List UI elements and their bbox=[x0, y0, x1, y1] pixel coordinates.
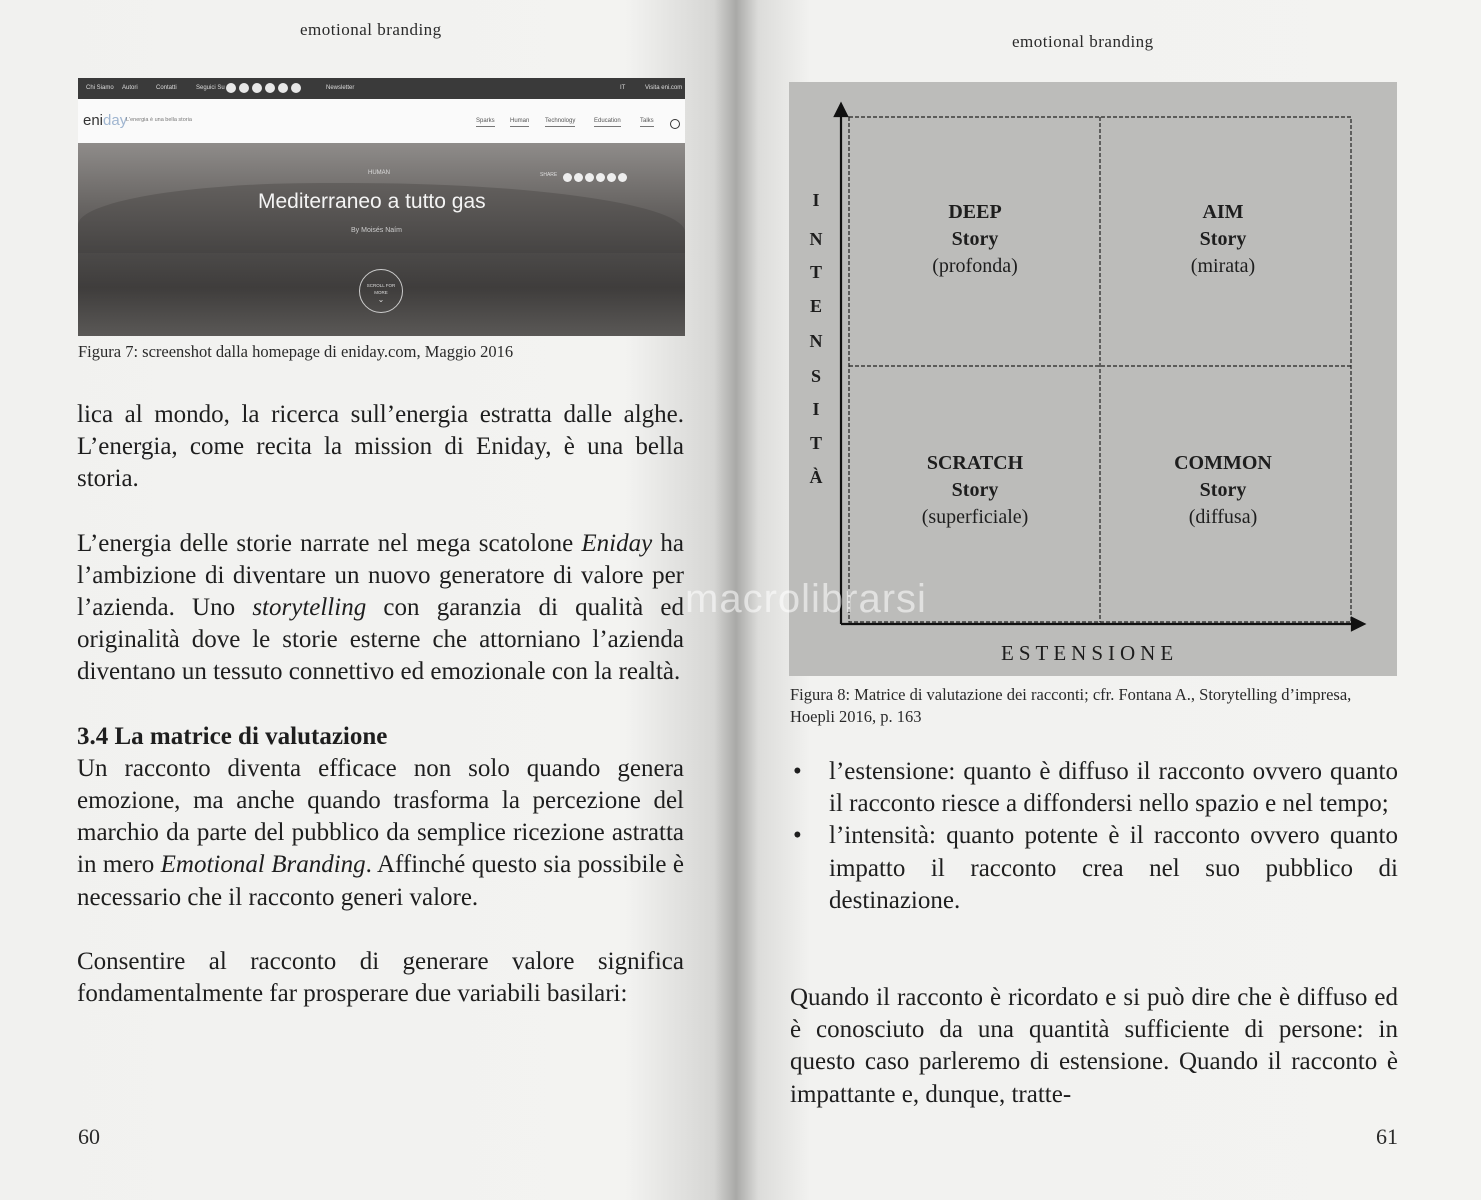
y-axis-letter: E bbox=[809, 296, 822, 316]
page-number-left: 60 bbox=[78, 1124, 100, 1149]
flickr-icon bbox=[278, 83, 288, 93]
quadrant-sub: Story bbox=[1199, 228, 1247, 250]
share-icon bbox=[607, 173, 616, 182]
quadrant-sub: Story bbox=[1199, 479, 1247, 501]
page-number-right: 61 bbox=[1376, 1124, 1398, 1149]
nav-link-talks: Talks bbox=[640, 118, 654, 127]
y-axis-letter: I bbox=[812, 399, 820, 419]
body-text-right bbox=[790, 982, 1398, 1111]
eniday-logo bbox=[83, 112, 127, 129]
quadrant-sub: Story bbox=[951, 228, 999, 250]
topbar-item: Autori bbox=[122, 85, 138, 91]
running-head-left: emotional branding bbox=[300, 20, 442, 39]
linkedin-icon bbox=[265, 83, 275, 93]
text-run-italic: storytelling bbox=[252, 594, 367, 622]
text-run-italic: Emotional Branding bbox=[160, 851, 366, 879]
y-axis-letter: I bbox=[812, 190, 820, 210]
search-icon bbox=[670, 119, 680, 129]
y-axis-letter: T bbox=[809, 262, 822, 282]
topbar-item: IT bbox=[620, 85, 626, 91]
y-axis-letter: N bbox=[809, 331, 823, 351]
figure-8-caption: Figura 8: Matrice di valutazione dei racconti; cfr. Fontana A., Storytelling d’impresa, Hoepli 2016, p. 163 bbox=[790, 685, 1352, 726]
nav-link-technology: Technology bbox=[545, 118, 575, 127]
paragraph: Consentire al racconto di generare valore significa fondamentalmente far prosperare due variabili basilari: bbox=[77, 947, 684, 1008]
hero-title: Mediterraneo a tutto gas bbox=[258, 190, 486, 213]
topbar-item: Visita eni.com bbox=[645, 85, 683, 91]
quadrant-scratch bbox=[875, 450, 1075, 531]
list-item bbox=[790, 820, 1398, 917]
section-heading: 3.4 La matrice di valutazione bbox=[77, 722, 388, 750]
quadrant-sub: Story bbox=[951, 479, 999, 501]
nav-link-sparks: Sparks bbox=[476, 118, 495, 127]
text-run: con garanzia di qualità ed originalità dove le storie esterne che attorniano l’azienda diventano un tessuto connettivo ed emozionale con la realtà. bbox=[77, 594, 685, 686]
quadrant-aim bbox=[1123, 199, 1323, 280]
quadrant-title: DEEP bbox=[948, 201, 1002, 223]
text-run: . Affinché questo sia possibile è necessario che il racconto generi valore. bbox=[77, 851, 685, 911]
x-axis-label: ESTENSIONE bbox=[1001, 641, 1179, 665]
y-axis-arrow bbox=[835, 104, 847, 116]
scroll-label: SCROLL FOR bbox=[366, 283, 396, 288]
site-topbar bbox=[78, 78, 685, 99]
y-axis-letter: S bbox=[810, 366, 821, 386]
x-axis-arrow bbox=[1352, 618, 1364, 630]
quadrant-title: COMMON bbox=[1174, 452, 1272, 474]
text-run: L’energia delle storie narrate nel mega scatolone bbox=[77, 529, 582, 557]
quadrant-note: (profonda) bbox=[932, 255, 1018, 277]
figure-7-caption: Figura 7: screenshot dalla homepage di eniday.com, Maggio 2016 bbox=[78, 342, 514, 361]
quadrant-title: AIM bbox=[1202, 201, 1244, 223]
nav-link-human: Human bbox=[510, 118, 529, 127]
paragraph bbox=[77, 528, 684, 689]
paragraph: Quando il racconto è ricordato e si può dire che è diffuso ed è conosciuto da una quantità sufficiente di persone: in questo caso parleremo di estensione. Quando il racconto è impattante e, dunque, tratte- bbox=[790, 984, 1398, 1108]
text-run: ha l’ambizione di diventare un nuovo generatore di valore per l’azienda. Uno bbox=[77, 529, 684, 622]
list-item-text: l’intensità: quanto potente è il racconto ovvero quanto impatto il racconto crea nel suo pubblico di destinazione. bbox=[829, 822, 1398, 914]
bullet-icon: • bbox=[793, 822, 802, 850]
share-icon bbox=[596, 173, 605, 182]
site-navbar bbox=[78, 99, 685, 143]
quadrant-note: (mirata) bbox=[1190, 255, 1256, 277]
instagram-icon bbox=[252, 83, 262, 93]
left-page bbox=[0, 0, 736, 1200]
y-axis-letter: À bbox=[809, 467, 823, 487]
paragraph bbox=[77, 753, 684, 914]
telegram-icon bbox=[291, 83, 301, 93]
twitter-icon bbox=[239, 83, 249, 93]
scroll-label: MORE bbox=[374, 290, 388, 295]
topbar-item: Contatti bbox=[156, 85, 177, 91]
paragraph: lica al mondo, la ricerca sull’energia estratta dalle alghe. L’energia, come recita la mission di Eniday, è una bella storia. bbox=[77, 401, 684, 493]
eniday-screenshot bbox=[78, 78, 685, 336]
quadrant-common bbox=[1123, 450, 1323, 531]
topbar-item: Newsletter bbox=[326, 85, 355, 91]
site-tagline: L'energia è una bella storia bbox=[126, 117, 192, 123]
share-icon bbox=[563, 173, 572, 182]
quadrant-deep bbox=[875, 199, 1075, 280]
bullet-icon: • bbox=[793, 758, 802, 785]
body-text-left bbox=[77, 399, 684, 1010]
logo-main: eni bbox=[83, 112, 104, 129]
social-icons bbox=[226, 83, 304, 95]
y-axis-letter: T bbox=[809, 433, 822, 453]
scroll-more-button bbox=[359, 269, 403, 313]
hero-banner bbox=[78, 143, 685, 336]
list-item bbox=[790, 756, 1398, 820]
quadrant-note: (diffusa) bbox=[1188, 506, 1258, 528]
share-icon bbox=[618, 173, 627, 182]
hero-category: HUMAN bbox=[368, 170, 390, 176]
bullet-list bbox=[790, 756, 1398, 917]
chevron-down-icon: ⌄ bbox=[377, 295, 385, 304]
share-icon bbox=[585, 173, 594, 182]
facebook-icon bbox=[226, 83, 236, 93]
quadrant-note: (superficiale) bbox=[921, 506, 1029, 528]
share-icon bbox=[574, 173, 583, 182]
y-axis-letter: N bbox=[809, 229, 823, 249]
hero-byline: By Moisés Naím bbox=[351, 227, 402, 234]
topbar-item: Chi Siamo bbox=[86, 85, 114, 91]
text-run: Un racconto diventa efficace non solo quando genera emozione, ma anche quando trasforma la percezione del marchio da parte del pubblico da semplice ricezione astratta in mero bbox=[77, 754, 684, 879]
nav-link-education: Education bbox=[594, 118, 621, 127]
topbar-item: Seguici Su bbox=[196, 85, 225, 91]
watermark: macrolibrarsi bbox=[685, 577, 927, 621]
list-item-text: l’estensione: quanto è diffuso il racconto ovvero quanto il racconto riesce a diffondersi nello spazio e nel tempo; bbox=[829, 758, 1398, 818]
logo-accent: day bbox=[103, 112, 128, 129]
running-head-right: emotional branding bbox=[1012, 32, 1154, 51]
hero-share-icons bbox=[563, 169, 629, 187]
quadrant-title: SCRATCH bbox=[926, 452, 1024, 474]
hero-share-label: SHARE bbox=[540, 172, 558, 178]
text-run-italic: Eniday bbox=[581, 529, 653, 557]
